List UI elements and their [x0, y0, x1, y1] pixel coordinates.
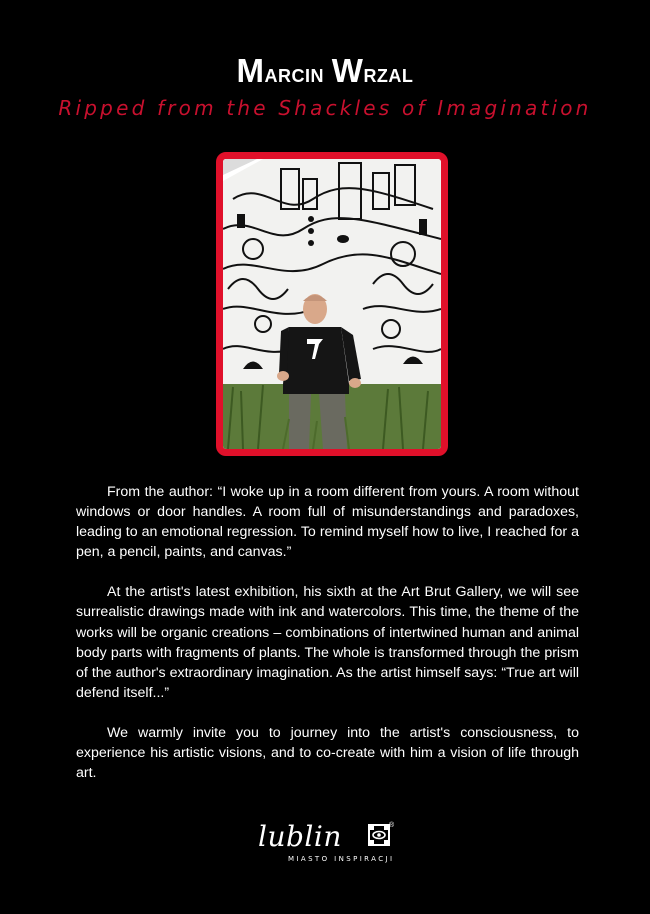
artist-photo-icon — [223, 159, 441, 449]
title-first-initial: M — [236, 52, 265, 89]
registered-mark: ® — [389, 822, 395, 829]
title-last-rest: rzal — [363, 58, 414, 88]
paragraph-1: From the author: “I woke up in a room different from yours. A room without windows or door handles. A room full of misunderstandings and paradoxes, leading to an emotional regression. To remind myself how to live, I reached for a pen, a pencil, paints, and canvas.” — [76, 484, 579, 561]
lublin-logo — [252, 820, 402, 870]
logo-tagline: MIASTO INSPIRACJI — [288, 855, 395, 863]
title-first-rest: arcin — [264, 58, 325, 88]
paragraph-3: We warmly invite you to journey into the artist's consciousness, to experience his artistic visions, and to co-create with him a vision of life through art. — [76, 724, 579, 782]
page-title — [0, 52, 650, 90]
artist-photo — [216, 152, 448, 456]
title-last-initial: W — [331, 52, 364, 89]
logo-word: lublin — [258, 820, 342, 853]
paragraph-2: At the artist's latest exhibition, his sixth at the Art Brut Gallery, we will see surrealistic drawings made with ink and watercolors. This time, the theme of the works will be organic creations – combinations of intertwined human and animal body parts with fragments of plants. The whole is transformed through the prism of the author's extraordinary imagination. As the artist himself says: “True art will defend itself...” — [76, 584, 579, 701]
lublin-emblem-icon — [368, 824, 390, 846]
body-text — [76, 482, 579, 803]
page-subtitle: Ripped from the Shackles of Imagination — [58, 96, 592, 120]
